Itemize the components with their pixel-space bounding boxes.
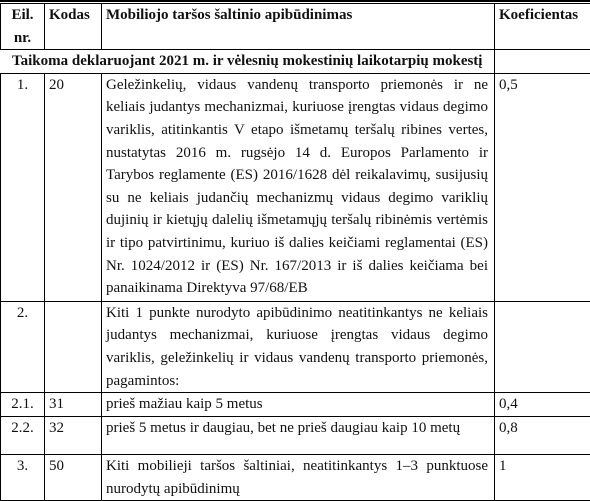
section-empty-cell: [495, 50, 590, 74]
row-nr: 3.: [1, 455, 45, 501]
row-code: 20: [45, 73, 102, 301]
row-description: prieš 5 metus ir daugiau, bet ne prieš daugiau kaip 10 metų: [102, 416, 495, 455]
row-nr: 1.: [1, 73, 45, 301]
header-coefficient: Koeficientas: [495, 4, 590, 50]
header-nr: Eil. nr.: [1, 4, 45, 50]
row-code: [45, 301, 102, 392]
header-code: Kodas: [45, 4, 102, 50]
section-row: [1, 50, 590, 74]
row-coefficient: 0,4: [495, 393, 590, 417]
row-code: 32: [45, 416, 102, 455]
row-description: prieš mažiau kaip 5 metus: [102, 393, 495, 417]
row-nr: 2.1.: [1, 393, 45, 417]
row-coefficient: [495, 301, 590, 392]
table-row: [1, 455, 590, 501]
header-description: Mobiliojo taršos šaltinio apibūdinimas: [102, 4, 495, 50]
row-description: Geležinkelių, vidaus vandenų transporto priemonės ir ne keliais judantys mechanizmai, kuriuose įrengtas vidaus degimo variklis, atitinkantis V etapo išmetamų teršalų ribines vertes, nustatytas 2016 m. rugsėjo 14 d. Europos Parlamento ir Tarybos reglamente (ES) 2016/1628 dėl reikalavimų, susijusių su ne keliais judančių mechanizmų vidaus degimo variklių dujinių ir kietųjų dalelių išmetamųjų teršalų ribinėmis vertėmis ir tipo patvirtinimu, kuriuo iš dalies keičiami reglamentai (ES) Nr. 1024/2012 ir (ES) Nr. 167/2013 ir iš dalies keičiama bei panaikinama Direktyva 97/68/EB: [102, 73, 495, 301]
coefficient-table: [0, 3, 590, 501]
table-row: [1, 416, 590, 455]
table-row: [1, 301, 590, 392]
table-row: [1, 73, 590, 301]
header-row: [1, 4, 590, 50]
row-coefficient: 0,8: [495, 416, 590, 455]
row-coefficient: 0,5: [495, 73, 590, 301]
row-coefficient: 1: [495, 455, 590, 501]
row-description: Kiti 1 punkte nurodyto apibūdinimo neatitinkantys ne keliais judantys mechanizmai, kuriuose įrengtas vidaus degimo variklis, geležinkelių ir vidaus vandenų transporto priemonės, pagamintos:: [102, 301, 495, 392]
row-description: Kiti mobilieji taršos šaltiniai, neatitinkantys 1–3 punktuose nurodytų apibūdinimų: [102, 455, 495, 501]
row-nr: 2.2.: [1, 416, 45, 455]
section-title: Taikoma deklaruojant 2021 m. ir vėlesnių mokestinių laikotarpių mokestį: [1, 50, 495, 74]
row-code: 31: [45, 393, 102, 417]
row-code: 50: [45, 455, 102, 501]
top-border: [0, 0, 590, 2]
table-row: [1, 393, 590, 417]
row-nr: 2.: [1, 301, 45, 392]
